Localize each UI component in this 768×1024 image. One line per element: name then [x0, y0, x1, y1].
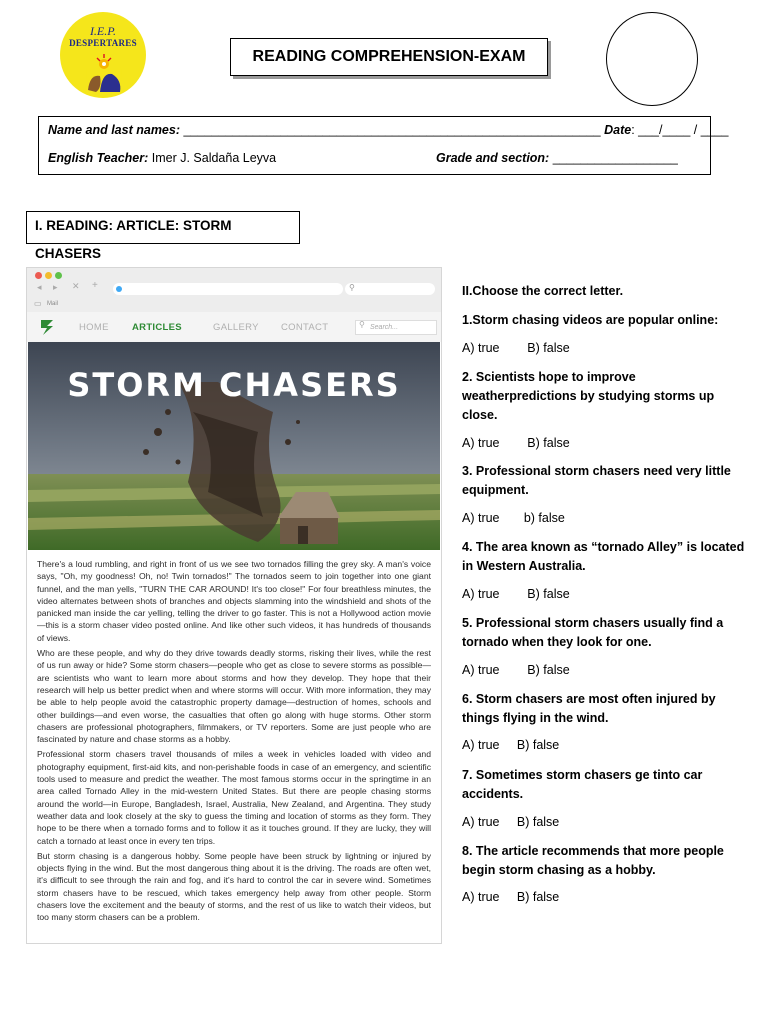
- grade-blank[interactable]: __________________: [552, 151, 678, 165]
- options-6[interactable]: A) true B) false: [462, 738, 560, 752]
- teacher-name: Imer J. Saldaña Leyva: [151, 151, 277, 165]
- options-4[interactable]: A) true B) false: [462, 587, 570, 601]
- article-browser: [26, 267, 442, 944]
- logo-emblem-icon: [82, 50, 126, 94]
- browser-chrome: [27, 268, 441, 313]
- exam-title: READING COMPREHENSION-EXAM: [252, 48, 526, 65]
- logo-line1: I.E.P.: [89, 24, 117, 38]
- page-status-icon: [116, 286, 122, 292]
- new-tab-icon[interactable]: +: [92, 280, 98, 291]
- article-paragraph: Professional storm chasers travel thousands of miles a week in vehicles loaded with video and photography equipment, first-aid kits, and non-perishable foods in case of an emergency, and scientific tools used to measure and predict the weather. The most famous storms occur in the springtime in an area called Tornado Alley in the mid-western United States. But there are people chasing storms around the world—in Europe, Bangladesh, Israel, Australia, New Zealand, and Argentina. They study weather data and look closely at the sky to guess the timing and location of storms as they form. They hope to be there when a tornado forms and to follow it as it touches ground. If they are lucky, they will catch a tornado at least once in every ten trips.: [37, 749, 431, 846]
- options-8[interactable]: A) true B) false: [462, 890, 560, 904]
- article-paragraph: There's a loud rumbling, and right in front of us we see two tornados filling the grey sky. A man's voice says, "Oh, my goodness! Oh, no! Twin tornados!" The tornados seem to join together into one giant funnel, and the man yells, "TURN THE CAR AROUND! It's too close!" For four breathless minutes, the video alternates between shots of branches and objects slamming into the windshield and shots of the panicked man inside the car yelling, telling the driver to go faster. This is not a Hollywood action movie—this is a storm chaser video posted online. And like other such videos, it has hundreds of thousands of views.: [37, 559, 431, 643]
- question-5: 5. Professional storm chasers usually find a tornado when they look for one.: [462, 616, 724, 649]
- nav-contact[interactable]: CONTACT: [281, 322, 329, 333]
- date-blank[interactable]: : ___/____ / ____: [631, 123, 729, 137]
- forward-icon[interactable]: ▸: [53, 282, 58, 292]
- question-3: 3. Professional storm chasers need very little equipment.: [462, 464, 731, 497]
- stop-icon[interactable]: ✕: [72, 281, 80, 291]
- section-title: I. READING: ARTICLE: STORM CHASERS: [35, 218, 232, 261]
- nav-gallery[interactable]: GALLERY: [213, 322, 259, 333]
- school-logo: [60, 12, 146, 98]
- nav-articles[interactable]: ARTICLES: [132, 322, 182, 333]
- name-label: Name and last names:: [48, 123, 180, 137]
- date-label: Date: [604, 123, 632, 137]
- teacher-row: [48, 151, 276, 165]
- questions-heading: II.Choose the correct letter.: [462, 284, 624, 298]
- teacher-label: English Teacher:: [48, 151, 149, 165]
- hero-title: STORM CHASERS: [67, 366, 401, 404]
- article-paragraph: Who are these people, and why do they drive towards deadly storms, risking their lives, while the rest of us run away or hide? Some storm chasers—people who get as close to severe storms as possible—are scientists who want to learn more about storms and how they develop. They hope that their research will help us better predict when and where storms will occur. With more information, they may be able to help people avoid the catastrophic property damage—destruction of homes, schools and other buildings—and even worse, the casualties that often go along with huge storms. Other storm chasers are professional photographers, filmmakers, or TV reporters. Some are just people who are fascinated by nature and chase storms as a hobby.: [37, 648, 431, 745]
- article-paragraph: But storm chasing is a dangerous hobby. Some people have been struck by lightning or injured by objects flying in the wind. But the most dangerous thing about it is the driving. The roads are often wet, it's difficult to see through the rain and fog, and it's hard to control the car in severe wind. Sometimes storm chasers have to be rescued, which takes emergency help away from other people. Storm chasers love the excitement and the beauty of storms, and the rest of us like to watch their videos, but too many storm chasers can be a problem.: [37, 850, 431, 923]
- maximize-window-icon[interactable]: [55, 272, 62, 279]
- grade-label: Grade and section:: [436, 151, 550, 165]
- question-6: 6. Storm chasers are most often injured by things flying in the wind.: [462, 692, 716, 725]
- browser-search-bar[interactable]: [345, 283, 435, 295]
- section-header-box: [26, 211, 300, 261]
- nav-home[interactable]: HOME: [79, 322, 109, 333]
- site-search-icon: ⚲: [359, 320, 365, 329]
- question-2: 2. Scientists hope to improve weatherpredictions by studying storms up close.: [462, 370, 715, 422]
- grade-row: [436, 151, 678, 165]
- search-icon: ⚲: [349, 283, 355, 292]
- bookmarks-icon[interactable]: ▭: [34, 299, 42, 308]
- student-info-box: [38, 116, 729, 175]
- options-1[interactable]: A) true B) false: [462, 341, 570, 355]
- mail-bookmark[interactable]: Mail: [47, 301, 59, 307]
- name-blank[interactable]: ____________________________________________________________: [183, 123, 601, 137]
- close-window-icon[interactable]: [35, 272, 42, 279]
- photo-circle: [606, 12, 698, 106]
- site-nav: [27, 312, 441, 342]
- logo-line2: DESPERTARES: [69, 38, 137, 48]
- options-5[interactable]: A) true B) false: [462, 663, 570, 677]
- options-7[interactable]: A) true B) false: [462, 815, 560, 829]
- options-3[interactable]: A) true b) false: [462, 511, 565, 525]
- address-bar[interactable]: [113, 283, 343, 295]
- question-4: 4. The area known as “tornado Alley” is located in Western Australia.: [462, 540, 745, 573]
- back-icon[interactable]: ◂: [37, 282, 42, 292]
- article-text: [37, 558, 431, 927]
- hero-image: [28, 342, 440, 550]
- site-search-input[interactable]: Search...: [355, 320, 437, 335]
- options-2[interactable]: A) true B) false: [462, 436, 570, 450]
- minimize-window-icon[interactable]: [45, 272, 52, 279]
- exam-title-box: [230, 38, 548, 76]
- site-logo-icon[interactable]: [39, 318, 55, 336]
- question-7: 7. Sometimes storm chasers ge tinto car accidents.: [462, 768, 703, 801]
- question-8: 8. The article recommends that more people begin storm chasing as a hobby.: [462, 844, 724, 877]
- name-row: [48, 123, 729, 137]
- question-1: 1.Storm chasing videos are popular online:: [462, 313, 719, 327]
